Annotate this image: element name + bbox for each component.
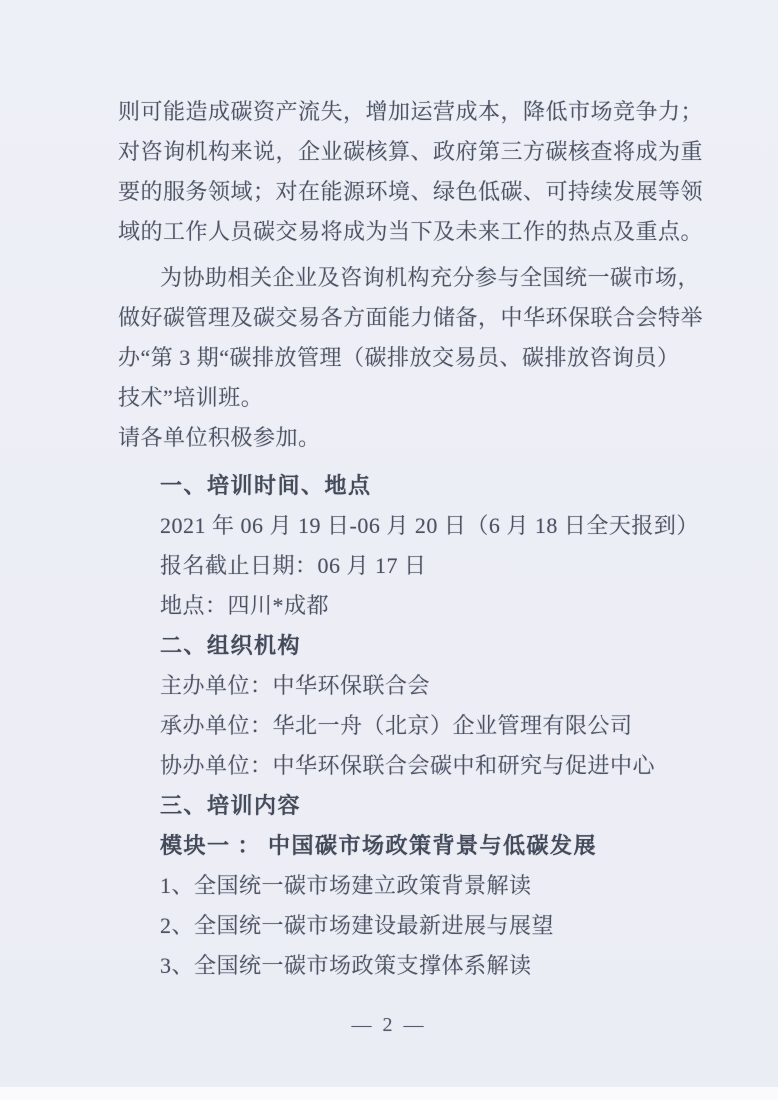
scan-edge-strip — [0, 1087, 778, 1100]
paragraph-line: 对咨询机构来说，企业碳核算、政府第三方碳核查将成为重 — [118, 139, 704, 164]
paragraph-line: 则可能造成碳资产流失，增加运营成本，降低市场竞争力； — [118, 99, 704, 124]
co-organizer-organization: 协办单位：中华环保联合会碳中和研究与促进中心 — [160, 753, 656, 778]
paragraph-line: 做好碳管理及碳交易各方面能力储备，中华环保联合会特举 — [118, 305, 704, 330]
registration-deadline: 报名截止日期：06 月 17 日 — [160, 553, 427, 578]
paragraph-line: 要的服务领域；对在能源环境、绿色低碳、可持续发展等领 — [118, 179, 704, 204]
list-item: 3、全国统一碳市场政策支撑体系解读 — [160, 953, 532, 978]
list-item: 2、全国统一碳市场建设最新进展与展望 — [160, 913, 555, 938]
paragraph-line: 办“第 3 期“碳排放管理（碳排放交易员、碳排放咨询员） — [118, 345, 680, 370]
document-body — [118, 92, 704, 986]
paragraph-line: 为协助相关企业及咨询机构充分参与全国统一碳市场， — [160, 265, 701, 290]
list-item: 1、全国统一碳市场建立政策背景解读 — [160, 873, 532, 898]
paragraph-line: 域的工作人员碳交易将成为当下及未来工作的热点及重点。 — [118, 219, 704, 244]
paragraph-line: 技术”培训班。 — [118, 385, 264, 410]
module1-heading: 模块一 ： 中国碳市场政策背景与低碳发展 — [160, 833, 598, 858]
page-number: — 2 — — [351, 1014, 427, 1036]
call-to-action-line: 请各单位积极参加。 — [118, 425, 321, 450]
organizer-organization: 承办单位：华北一舟（北京）企业管理有限公司 — [160, 713, 633, 738]
section-heading-training-content: 三、培训内容 — [160, 793, 302, 818]
host-organization: 主办单位：中华环保联合会 — [160, 673, 431, 698]
section-heading-time-location: 一、培训时间、地点 — [160, 473, 372, 498]
training-location: 地点：四川*成都 — [160, 593, 330, 618]
section-heading-organizations: 二、组织机构 — [160, 633, 302, 658]
training-date-range: 2021 年 06 月 19 日-06 月 20 日（6 月 18 日全天报到） — [160, 513, 699, 538]
